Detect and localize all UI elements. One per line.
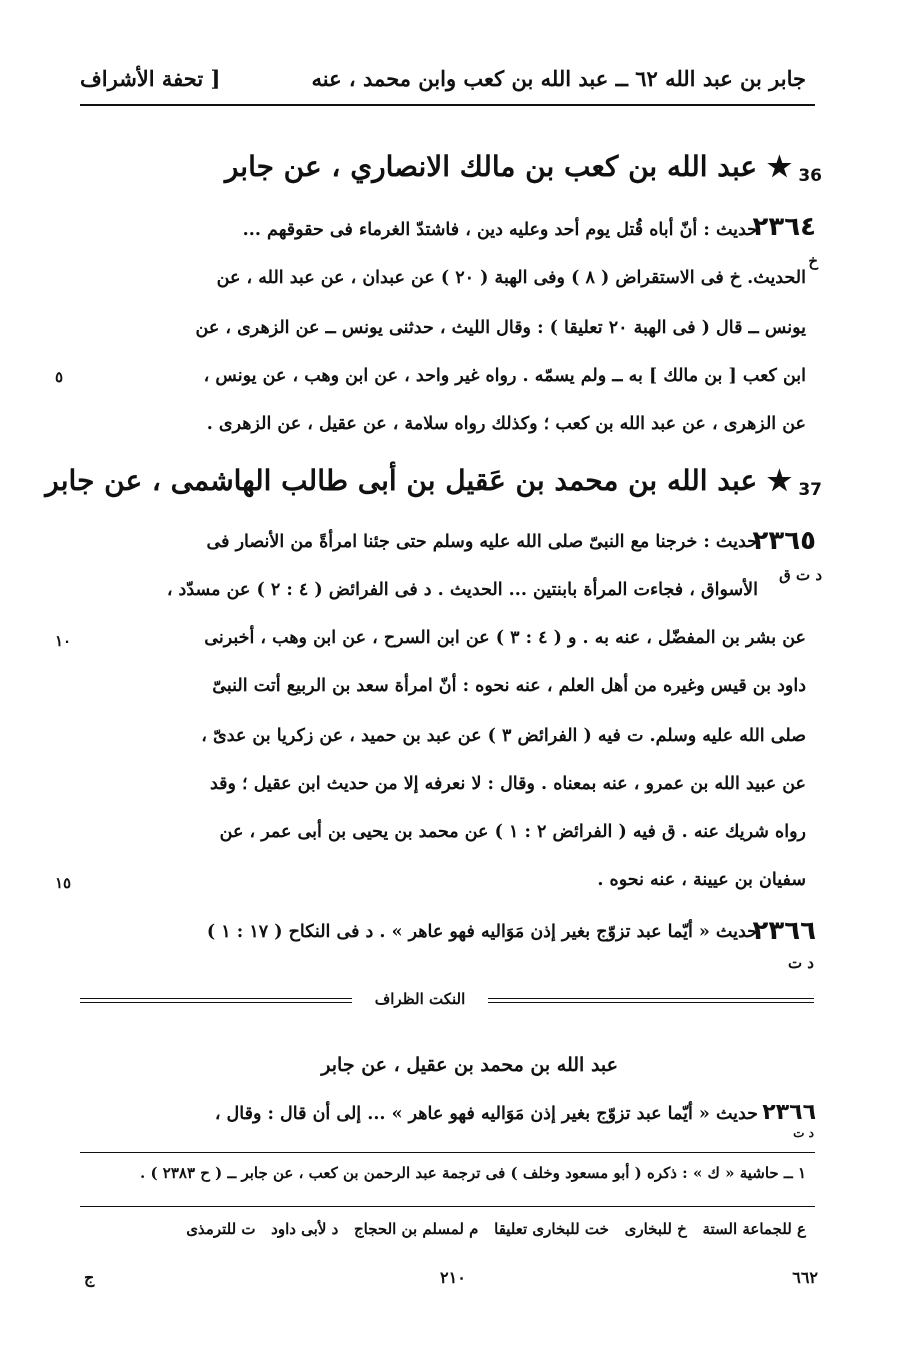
header-right: جابر بن عبد الله ٦٢ ــ عبد الله بن كعب وابن محمد ، عنه	[311, 66, 806, 91]
hadith-mark: د ت	[787, 954, 814, 972]
entry-number: 37	[798, 480, 822, 500]
line-marker: ٥	[55, 368, 64, 386]
hadith-number: ٢٣٦٦	[762, 1100, 816, 1125]
separator-line-left	[80, 998, 352, 999]
hadith-number: ٢٣٦٦	[752, 916, 816, 946]
text-line: عن بشر بن المفضّل ، عنه به . و ( ٤ : ٣ ) عن ابن السرح ، عن ابن وهب ، أخبرنى	[204, 628, 806, 648]
text-line: حديث « أيّما عبد تزوّج بغير إذن مَوَاليه فهو عاهر » . د فى النكاح ( ١٧ : ١ )	[206, 922, 758, 942]
text-line: عن الزهرى ، عن عبد الله بن كعب ؛ وكذلك رواه سلامة ، عن عقيل ، عن الزهرى .	[206, 414, 806, 434]
text-line: يونس ــ قال ( فى الهبة ٢٠ تعليقا ) : وقال الليث ، حدثنى يونس ــ عن الزهرى ، عن	[195, 318, 806, 338]
hadith-mark: د ت	[793, 1126, 814, 1140]
sigla-legend: ع للجماعة الستة خ للبخارى خت للبخارى تعليقا م لمسلم بن الحجاج د لأبى داود ت للترمذى	[186, 1220, 806, 1238]
line-marker: ١٥	[55, 874, 72, 892]
hadith-number: ٢٣٦٤	[752, 212, 816, 242]
nukat-heading: عبد الله بن محمد بن عقيل ، عن جابر	[321, 1054, 618, 1076]
separator-line-left-2	[80, 1002, 352, 1003]
text-line: ابن كعب [ بن مالك ] به ــ ولم يسمّه . رواه غير واحد ، عن ابن وهب ، عن يونس ،	[203, 366, 806, 386]
legend-rule	[80, 1206, 815, 1207]
line-marker: ١٠	[55, 632, 72, 650]
hadith-number: ٢٣٦٥	[752, 526, 816, 556]
text-line: حديث « أيّما عبد تزوّج بغير إذن مَوَاليه فهو عاهر » ... إلى أن قال : وقال ،	[214, 1104, 758, 1124]
hadith-mark: د ت ق	[779, 566, 822, 584]
entry-number: 36	[798, 166, 822, 186]
text-line: عن عبيد الله بن عمرو ، عنه بمعناه . وقال : لا نعرفه إلا من حديث ابن عقيل ؛ وقد	[209, 774, 806, 794]
text-line: سفيان بن عيينة ، عنه نحوه .	[597, 870, 806, 890]
text-line: رواه شريك عنه . ق فيه ( الفرائض ٢ : ١ ) عن محمد بن يحيى بن أبى عمر ، عن	[219, 822, 806, 842]
entry-title: ★ عبد الله بن محمد بن عَقيل بن أبى طالب الهاشمى ، عن جابر	[45, 464, 792, 497]
footnote: ١ ــ حاشية « ك » : ذكره ( أبو مسعود وخلف ) فى ترجمة عبد الرحمن بن كعب ، عن جابر ــ ( ح ٢٣٨٣ ) .	[140, 1164, 806, 1182]
running-header	[80, 66, 806, 102]
text-line: الأسواق ، فجاءت المرأة بابنتين ... الحديث . د فى الفرائض ( ٤ : ٢ ) عن مسدّد ،	[166, 580, 758, 600]
volume-mark: ج	[84, 1268, 95, 1287]
footnote-rule	[80, 1152, 815, 1153]
page-number-center: ٢١٠	[440, 1268, 466, 1287]
text-line: داود بن قيس وغيره من أهل العلم ، عنه نحوه : أنّ امرأة سعد بن الربيع أتت النبىّ	[212, 676, 806, 696]
separator-line-right-2	[488, 1002, 814, 1003]
header-left: [ تحفة الأشراف	[80, 66, 221, 91]
text-line: حديث : أنّ أباه قُتل يوم أحد وعليه دين ، فاشتدّ الغرماء فى حقوقهم ...	[242, 220, 758, 240]
separator-line-right	[488, 998, 814, 999]
header-rule	[80, 104, 815, 106]
text-line: صلى الله عليه وسلم. ت فيه ( الفرائض ٣ ) عن عبد بن حميد ، عن زكريا بن عدىّ ،	[201, 726, 806, 746]
hadith-mark: خ	[808, 252, 818, 270]
text-line: حديث : خرجنا مع النبىّ صلى الله عليه وسلم حتى جئنا امرأةً من الأنصار فى	[206, 532, 758, 552]
text-line: الحديث. خ فى الاستقراض ( ٨ ) وفى الهبة ( ٢٠ ) عن عبدان ، عن عبد الله ، عن	[216, 268, 806, 288]
page-number-right: ٦٦٢	[792, 1268, 818, 1287]
entry-title: ★ عبد الله بن كعب بن مالك الانصاري ، عن جابر	[224, 150, 792, 183]
separator-label: النكت الظراف	[374, 990, 466, 1008]
